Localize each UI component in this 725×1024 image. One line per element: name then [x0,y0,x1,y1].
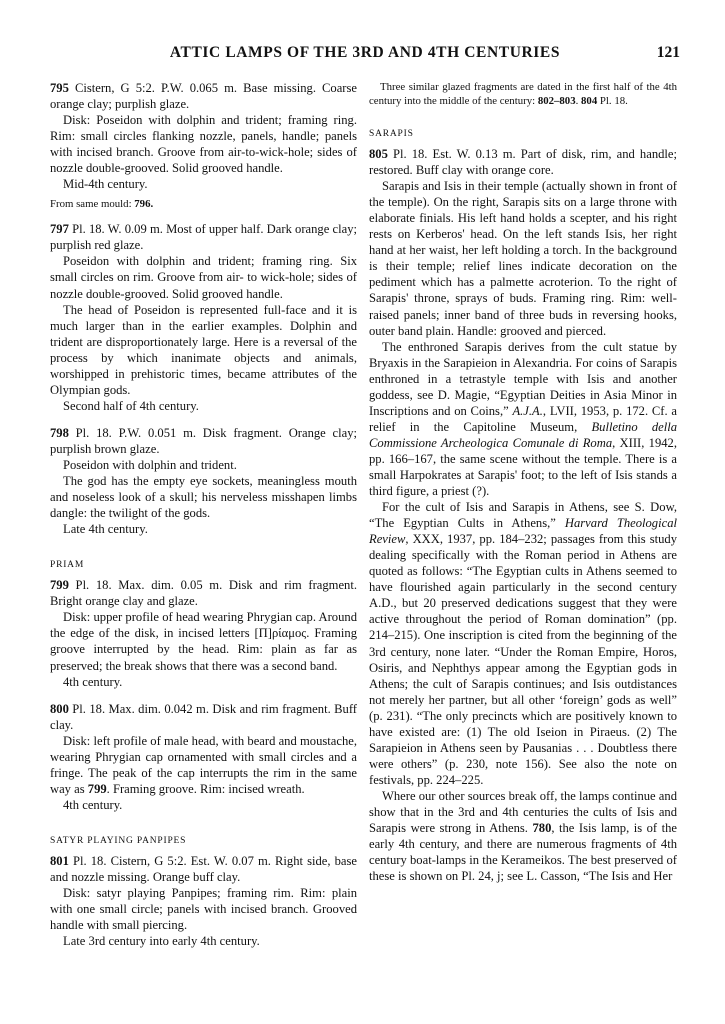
entry-description: Pl. 18. Max. dim. 0.042 m. Disk and rim fragment. Buff clay. [50,701,357,732]
commentary-text: Where our other sources break off, the lamps continue and show that in the 3rd and 4th centuries the cults of Isis and Sarapis were strong in Athens. [369,788,677,836]
entry-commentary [369,339,677,499]
catalog-entry-800 [50,701,357,813]
section-heading-priam: PRIAM [50,560,85,571]
page-header [50,44,680,68]
commentary-text: For the cult of Isis and Sarapis in Athens, see S. Dow, “The Egyptian Cults in Athens,” [369,500,677,531]
journal-title: Bulletino della Commissione Archeologica Comunale di Roma [369,419,678,450]
entry-commentary [369,788,677,884]
journal-title: A.J.A. [512,403,543,418]
entry-disk: Disk: Poseidon with dolphin and trident; framing ring. Rim: small circles flanking nozzle, panels, handle; panels with incised branch. Groove from air-to-wick-hole; sides of nozzle double-grooved. Solid grooved handle. [50,113,357,176]
entry-disk-text: Disk: left profile of male head, with beard and moustache, wearing Phrygian cap ornamented with small circles and a fringe. The peak of the cap interrupts the rim in the same way as [50,733,357,796]
entry-commentary [369,499,677,788]
entry-commentary: The god has the empty eye sockets, meaningless mouth and noseless look of a skull; his nerveless misshapen limbs dangle: the twilight of the gods. [50,474,357,521]
entry-disk: Disk: upper profile of head wearing Phrygian cap. Around the edge of the disk, in incised letters [Π]ρίαμος. Framing groove interrupted by the head. Rim: plain as far as preserved; the break shows that there was a second band. [50,610,357,673]
entry-description: Cistern, G 5:2. P.W. 0.065 m. Base missing. Coarse orange clay; purplish glaze. [50,81,357,112]
entry-description: Pl. 18. W. 0.09 m. Most of upper half. Dark orange clay; purplish red glaze. [50,222,357,253]
right-column [369,80,677,889]
note-number: 796. [134,198,154,211]
commentary-text: , the Isis lamp, is of the early 4th century, and there are numerous fragments of 4th century boat-lamps in the Kerameikos. The best preserved of these is shown on Pl. 24, j; see L. Casson, “The Isis and Her [369,821,677,884]
note-similar-fragments [369,80,677,108]
entry-description: Pl. 18. Max. dim. 0.05 m. Disk and rim fragment. Bright orange clay and glaze. [50,578,357,609]
note-text: Three similar glazed fragments are dated in the first half of the 4th century into the middle of the century: [369,81,677,107]
entry-date: Mid-4th century. [63,177,148,192]
entry-disk: Poseidon with dolphin and trident; framing ring. Six small circles on rim. Groove from air- to wick-hole; sides of nozzle double-grooved. Solid grooved handle. [50,254,357,301]
left-column [50,80,357,954]
note-separator: . [575,95,582,107]
entry-date: 4th century. [63,674,123,689]
commentary-text: , LVII, 1953, p. 172. Cf. a relief in the Capitoline Museum, [369,403,677,434]
catalog-entry-799 [50,577,357,689]
entry-disk: Poseidon with dolphin and trident. [63,457,237,472]
entry-number: 797 [50,222,69,237]
running-head: ATTIC LAMPS OF THE 3RD AND 4TH CENTURIES [169,44,561,61]
note-text: Pl. 18. [597,95,628,107]
catalog-entry-798 [50,425,357,537]
entry-description: Pl. 18. P.W. 0.051 m. Disk fragment. Orange clay; purplish brown glaze. [50,425,357,456]
entry-commentary: The head of Poseidon is represented full-face and it is much larger than in the earlier examples. Dolphin and trident are disproportionately large. Here is a reversal of the process by which inanimate objects and animals, worshipped in prehistoric times, became attributes of the Olympian gods. [50,302,357,397]
entry-number: 805 [369,147,388,162]
entry-number: 795 [50,81,69,95]
catalog-entry-795 [50,80,357,192]
commentary-text: , XIII, 1942, pp. 166–167, the same scene without the temple. There is a small Harpokrates at Sarapis' foot; to the left of Isis stands a third figure, a priest (?). [369,435,678,499]
entry-number: 800 [50,701,69,716]
entry-disk: Sarapis and Isis in their temple (actually shown in front of the temple). On the right, Sarapis sits on a large throne with elaborate finials. His left hand holds a scepter, and his right rests on Kerberos' head. On the left stands Isis, her right hand at her waist, her left holding a torch. In the background is their temple; relief lines indicate decoration on the pediment which has a palmette acroterion. To the right of Sarapis' throne, sprays of buds. Framing ring. Rim: well-raised panels; inner band of three buds in reversing hooks, outer band plain. Handle: grooved and pierced. [369,179,677,338]
entry-date: 4th century. [63,797,123,812]
journal-title: Harvard Theological Review [369,516,677,547]
entry-description: Pl. 18. Cistern, G 5:2. Est. W. 0.07 m. Right side, base and nozzle missing. Orange buff clay. [50,853,357,885]
section-heading-satyr: SATYR PLAYING PANPIPES [50,835,187,846]
cross-reference: 799 [87,781,107,796]
entry-disk-text: . Framing groove. Rim: incised wreath. [106,781,305,796]
entry-number: 801 [50,853,69,868]
catalog-entry-805 [369,146,677,884]
note-text: From same mould: [50,198,135,211]
entry-date: Second half of 4th century. [63,398,199,413]
note-number: 802–803 [537,95,576,107]
note-number: 804 [581,95,598,107]
commentary-text: , XXX, 1937, pp. 184–232; passages from this study dealing specifically with the Roman period in Athens are quoted as follows: “The Egyptian cults in Athens seemed to have flourished again particularly in the second century A.D., but 20 preserved dedications suggest that they were active throughout the period of Roman domination” (pp. 214–215). One inscription is cited from the beginning of the 3rd century, none later. “Under the Roman Empire, Horos, Osiris, and Nephthys appear among the Egyptian gods in Athens; the cult of Sarapis continues; and Isis outdistances not merely her partner, but all other ‘foreign’ gods as well” (p. 231). “The only precincts which are positively known to have existed are: (1) The old Iseion in Piraeus. (2) The Sarapieion in Athens seen by Pausanias . . . Doubtless there were others” (p. 230, note 156). See also the note on festivals, pp. 224–225. [369,532,677,787]
entry-date: Late 4th century. [63,522,148,537]
cross-reference: 780 [532,821,552,836]
entry-description: Pl. 18. Est. W. 0.13 m. Part of disk, rim, and handle; restored. Buff clay with orange core. [369,147,677,178]
entry-number: 798 [50,425,69,440]
section-heading-sarapis: SARAPIS [369,129,414,139]
note-same-mould [50,197,357,211]
catalog-entry-801 [50,853,357,949]
commentary-text: The enthroned Sarapis derives from the cult statue by Bryaxis in the Sarapieion in Alexandria. For coins of Sarapis enthroned in a tetrastyle temple with Isis and another goddess, see D. Magie, “Egyptian Deities in Asia Minor in Inscriptions and on Coins,” [369,339,677,418]
catalog-entry-797 [50,221,357,414]
entry-disk: Disk: satyr playing Panpipes; framing rim. Rim: plain with one small circle; panels with incised branch. Grooved handle with small piercing. [50,886,357,933]
page-number: 121 [656,44,680,61]
entry-number: 799 [50,578,69,593]
entry-date: Late 3rd century into early 4th century. [63,934,260,949]
entry-disk [50,733,357,797]
